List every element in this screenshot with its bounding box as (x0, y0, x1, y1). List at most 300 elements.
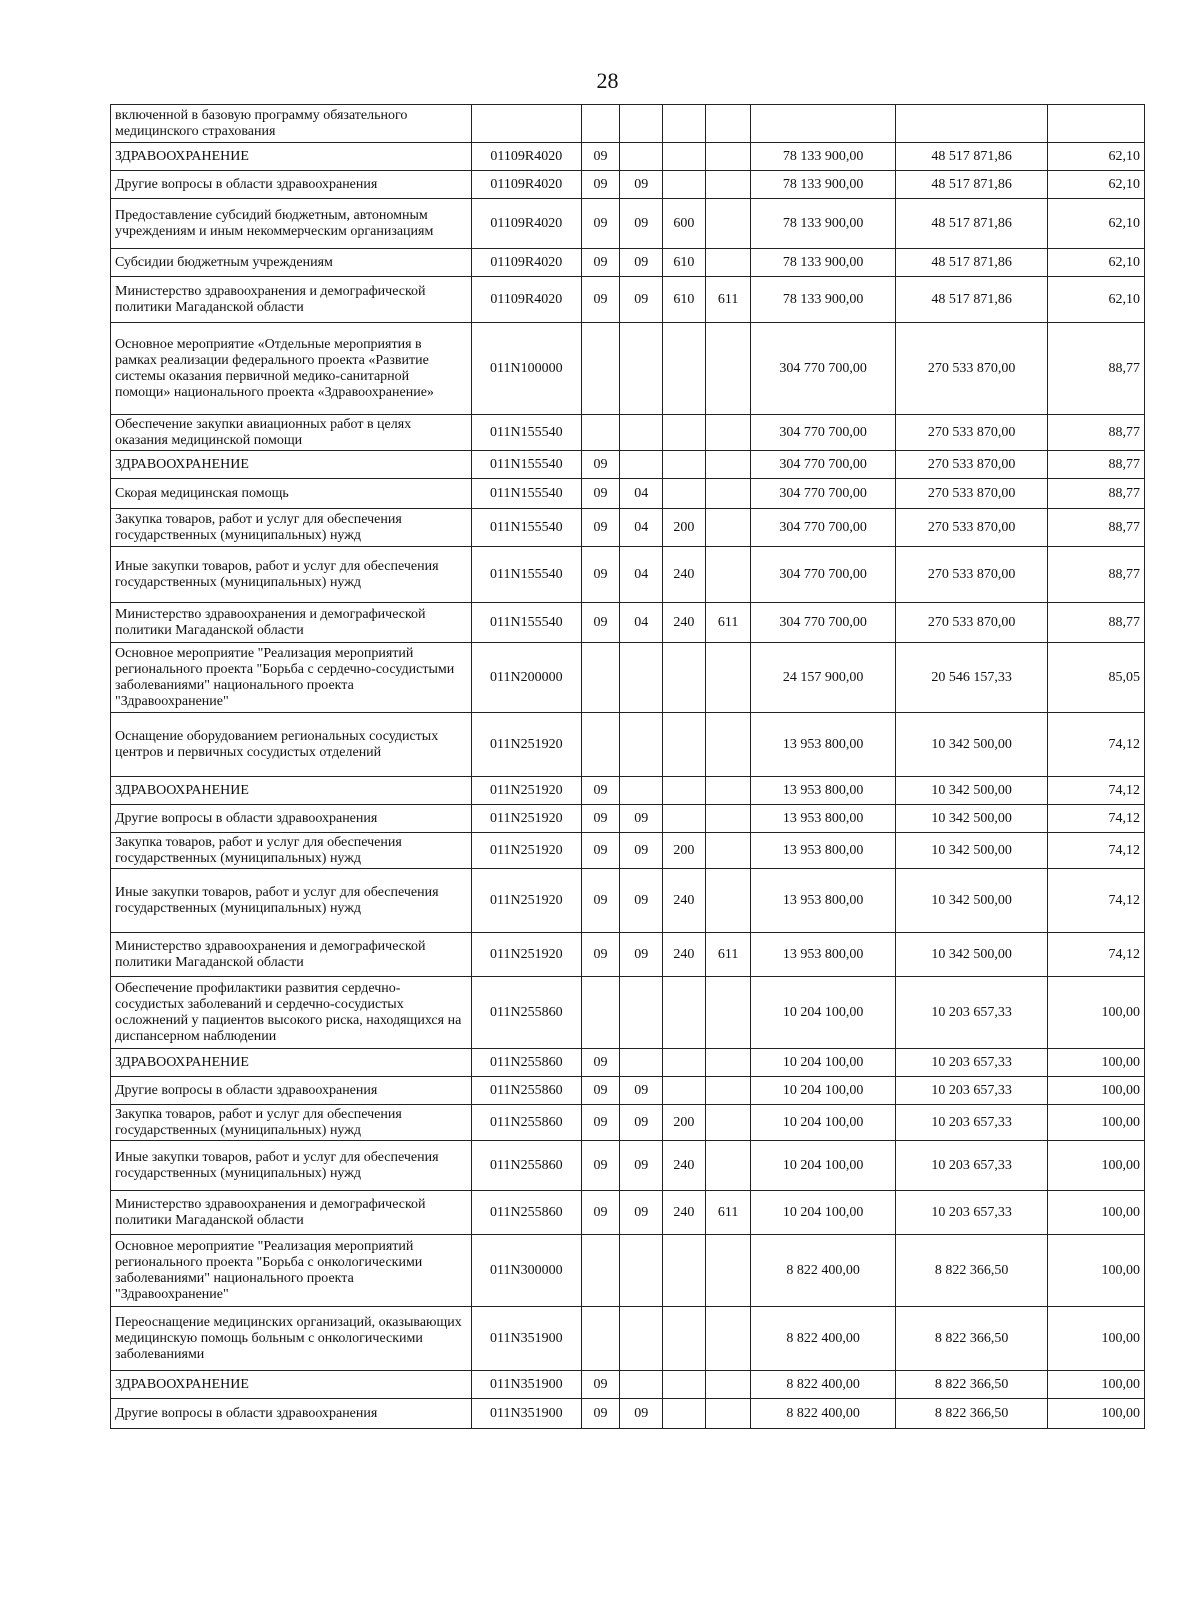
section-code: 09 (581, 547, 620, 603)
section-code: 09 (581, 1105, 620, 1141)
actual-amount: 10 203 657,33 (895, 1049, 1048, 1077)
plan-amount: 78 133 900,00 (751, 199, 895, 249)
ministry-code: 611 (705, 1191, 751, 1235)
ministry-code (705, 199, 751, 249)
expense-type-code (663, 105, 706, 143)
budget-code: 011N100000 (471, 323, 581, 415)
ministry-code (705, 1307, 751, 1371)
expense-type-code (663, 143, 706, 171)
execution-percent: 74,12 (1048, 833, 1145, 869)
ministry-code (705, 1105, 751, 1141)
ministry-code: 611 (705, 933, 751, 977)
expense-type-code: 600 (663, 199, 706, 249)
execution-percent: 62,10 (1048, 143, 1145, 171)
budget-code: 011N155540 (471, 547, 581, 603)
expense-type-code (663, 805, 706, 833)
plan-amount: 13 953 800,00 (751, 933, 895, 977)
section-code: 09 (581, 171, 620, 199)
budget-code (471, 105, 581, 143)
execution-percent: 88,77 (1048, 479, 1145, 509)
budget-code: 011N251920 (471, 805, 581, 833)
budget-code: 011N200000 (471, 643, 581, 713)
budget-code: 011N155540 (471, 509, 581, 547)
section-code: 09 (581, 199, 620, 249)
budget-code: 011N255860 (471, 1191, 581, 1235)
section-code: 09 (581, 143, 620, 171)
plan-amount: 10 204 100,00 (751, 1077, 895, 1105)
budget-code: 011N251920 (471, 713, 581, 777)
plan-amount: 8 822 400,00 (751, 1307, 895, 1371)
execution-percent: 62,10 (1048, 249, 1145, 277)
ministry-code (705, 415, 751, 451)
section-code (581, 1307, 620, 1371)
budget-code: 011N255860 (471, 1049, 581, 1077)
section-code (581, 643, 620, 713)
budget-code: 011N351900 (471, 1307, 581, 1371)
plan-amount: 10 204 100,00 (751, 1141, 895, 1191)
row-name: Основное мероприятие "Реализация мероприятий регионального проекта "Борьба с сердечно-сосудистыми заболеваниями" национального проекта "Здравоохранение" (111, 643, 472, 713)
section-code (581, 713, 620, 777)
plan-amount: 13 953 800,00 (751, 777, 895, 805)
row-name: Оснащение оборудованием региональных сосудистых центров и первичных сосудистых отделений (111, 713, 472, 777)
row-name: ЗДРАВООХРАНЕНИЕ (111, 143, 472, 171)
actual-amount: 8 822 366,50 (895, 1235, 1048, 1307)
actual-amount: 10 342 500,00 (895, 713, 1048, 777)
budget-code: 011N155540 (471, 479, 581, 509)
section-code: 09 (581, 479, 620, 509)
row-name: Скорая медицинская помощь (111, 479, 472, 509)
ministry-code (705, 1077, 751, 1105)
section-code (581, 415, 620, 451)
execution-percent: 88,77 (1048, 509, 1145, 547)
subsection-code (620, 451, 663, 479)
execution-percent: 100,00 (1048, 1371, 1145, 1399)
expense-type-code (663, 451, 706, 479)
budget-code: 011N255860 (471, 1077, 581, 1105)
subsection-code (620, 777, 663, 805)
row-name: Субсидии бюджетным учреждениям (111, 249, 472, 277)
subsection-code: 09 (620, 833, 663, 869)
ministry-code (705, 1235, 751, 1307)
plan-amount: 8 822 400,00 (751, 1399, 895, 1429)
table-row (111, 277, 1145, 323)
subsection-code (620, 105, 663, 143)
ministry-code (705, 451, 751, 479)
subsection-code (620, 143, 663, 171)
table-row (111, 509, 1145, 547)
expense-type-code (663, 323, 706, 415)
row-name: ЗДРАВООХРАНЕНИЕ (111, 1371, 472, 1399)
execution-percent: 85,05 (1048, 643, 1145, 713)
subsection-code: 09 (620, 1141, 663, 1191)
actual-amount: 10 342 500,00 (895, 805, 1048, 833)
ministry-code: 611 (705, 277, 751, 323)
expense-type-code (663, 1371, 706, 1399)
table-row (111, 547, 1145, 603)
subsection-code (620, 323, 663, 415)
subsection-code: 09 (620, 805, 663, 833)
section-code: 09 (581, 933, 620, 977)
budget-code: 011N351900 (471, 1399, 581, 1429)
subsection-code (620, 1371, 663, 1399)
section-code: 09 (581, 1399, 620, 1429)
table-row (111, 323, 1145, 415)
ministry-code (705, 869, 751, 933)
expense-type-code (663, 977, 706, 1049)
section-code: 09 (581, 869, 620, 933)
plan-amount: 24 157 900,00 (751, 643, 895, 713)
budget-code: 011N255860 (471, 1141, 581, 1191)
subsection-code: 09 (620, 171, 663, 199)
execution-percent: 74,12 (1048, 933, 1145, 977)
execution-percent: 100,00 (1048, 1105, 1145, 1141)
actual-amount: 270 533 870,00 (895, 547, 1048, 603)
execution-percent: 88,77 (1048, 547, 1145, 603)
execution-percent: 100,00 (1048, 1141, 1145, 1191)
row-name: Министерство здравоохранения и демографической политики Магаданской области (111, 277, 472, 323)
table-row (111, 1307, 1145, 1371)
section-code: 09 (581, 509, 620, 547)
ministry-code (705, 249, 751, 277)
table-row (111, 415, 1145, 451)
table-row (111, 1399, 1145, 1429)
expense-type-code (663, 1049, 706, 1077)
actual-amount: 20 546 157,33 (895, 643, 1048, 713)
plan-amount: 10 204 100,00 (751, 977, 895, 1049)
plan-amount: 78 133 900,00 (751, 249, 895, 277)
actual-amount: 8 822 366,50 (895, 1307, 1048, 1371)
ministry-code: 611 (705, 603, 751, 643)
actual-amount: 270 533 870,00 (895, 451, 1048, 479)
budget-code: 011N251920 (471, 777, 581, 805)
table-row (111, 1105, 1145, 1141)
expense-type-code: 240 (663, 547, 706, 603)
ministry-code (705, 509, 751, 547)
row-name: Основное мероприятие "Реализация мероприятий регионального проекта "Борьба с онкологическими заболеваниями" национального проекта "Здравоохранение" (111, 1235, 472, 1307)
actual-amount: 48 517 871,86 (895, 199, 1048, 249)
execution-percent: 100,00 (1048, 1399, 1145, 1429)
row-name: включенной в базовую программу обязательного медицинского страхования (111, 105, 472, 143)
ministry-code (705, 805, 751, 833)
table-row (111, 451, 1145, 479)
execution-percent: 100,00 (1048, 1191, 1145, 1235)
plan-amount: 78 133 900,00 (751, 143, 895, 171)
actual-amount: 270 533 870,00 (895, 323, 1048, 415)
subsection-code (620, 1235, 663, 1307)
execution-percent: 100,00 (1048, 1077, 1145, 1105)
section-code: 09 (581, 805, 620, 833)
budget-code: 011N155540 (471, 415, 581, 451)
plan-amount: 304 770 700,00 (751, 415, 895, 451)
ministry-code (705, 977, 751, 1049)
subsection-code: 09 (620, 1399, 663, 1429)
row-name: Министерство здравоохранения и демографической политики Магаданской области (111, 1191, 472, 1235)
expense-type-code: 610 (663, 249, 706, 277)
actual-amount: 10 342 500,00 (895, 833, 1048, 869)
section-code: 09 (581, 1049, 620, 1077)
execution-percent: 74,12 (1048, 777, 1145, 805)
section-code: 09 (581, 1191, 620, 1235)
execution-percent: 100,00 (1048, 1307, 1145, 1371)
expense-type-code (663, 1235, 706, 1307)
subsection-code (620, 1307, 663, 1371)
execution-percent (1048, 105, 1145, 143)
actual-amount (895, 105, 1048, 143)
plan-amount: 304 770 700,00 (751, 509, 895, 547)
section-code (581, 323, 620, 415)
plan-amount (751, 105, 895, 143)
ministry-code (705, 777, 751, 805)
section-code: 09 (581, 1077, 620, 1105)
ministry-code (705, 713, 751, 777)
subsection-code (620, 977, 663, 1049)
execution-percent: 100,00 (1048, 977, 1145, 1049)
subsection-code: 09 (620, 1191, 663, 1235)
table-row (111, 869, 1145, 933)
table-row (111, 199, 1145, 249)
actual-amount: 10 203 657,33 (895, 1191, 1048, 1235)
row-name: Обеспечение закупки авиационных работ в целях оказания медицинской помощи (111, 415, 472, 451)
budget-code: 01109R4020 (471, 249, 581, 277)
subsection-code (620, 643, 663, 713)
row-name: Закупка товаров, работ и услуг для обеспечения государственных (муниципальных) нужд (111, 1105, 472, 1141)
execution-percent: 62,10 (1048, 171, 1145, 199)
table-body (111, 105, 1145, 1429)
budget-code: 011N251920 (471, 869, 581, 933)
execution-percent: 62,10 (1048, 277, 1145, 323)
expense-type-code (663, 1307, 706, 1371)
actual-amount: 10 342 500,00 (895, 869, 1048, 933)
table-row (111, 1077, 1145, 1105)
plan-amount: 78 133 900,00 (751, 171, 895, 199)
budget-code: 011N251920 (471, 933, 581, 977)
expense-type-code (663, 713, 706, 777)
plan-amount: 13 953 800,00 (751, 805, 895, 833)
row-name: ЗДРАВООХРАНЕНИЕ (111, 1049, 472, 1077)
table-row (111, 1235, 1145, 1307)
expense-type-code (663, 777, 706, 805)
actual-amount: 10 203 657,33 (895, 1077, 1048, 1105)
execution-percent: 100,00 (1048, 1049, 1145, 1077)
section-code: 09 (581, 249, 620, 277)
plan-amount: 304 770 700,00 (751, 603, 895, 643)
plan-amount: 304 770 700,00 (751, 479, 895, 509)
expense-type-code: 240 (663, 1191, 706, 1235)
ministry-code (705, 1371, 751, 1399)
row-name: Иные закупки товаров, работ и услуг для обеспечения государственных (муниципальных) нужд (111, 869, 472, 933)
section-code: 09 (581, 451, 620, 479)
subsection-code: 09 (620, 1077, 663, 1105)
plan-amount: 13 953 800,00 (751, 833, 895, 869)
row-name: Министерство здравоохранения и демографической политики Магаданской области (111, 603, 472, 643)
execution-percent: 88,77 (1048, 451, 1145, 479)
table-row (111, 833, 1145, 869)
section-code (581, 105, 620, 143)
row-name: Министерство здравоохранения и демографической политики Магаданской области (111, 933, 472, 977)
section-code: 09 (581, 833, 620, 869)
expense-type-code (663, 479, 706, 509)
expense-type-code (663, 1399, 706, 1429)
subsection-code (620, 713, 663, 777)
actual-amount: 10 342 500,00 (895, 777, 1048, 805)
section-code (581, 977, 620, 1049)
execution-percent: 74,12 (1048, 869, 1145, 933)
row-name: Иные закупки товаров, работ и услуг для обеспечения государственных (муниципальных) нужд (111, 1141, 472, 1191)
table-row (111, 171, 1145, 199)
row-name: ЗДРАВООХРАНЕНИЕ (111, 451, 472, 479)
plan-amount: 10 204 100,00 (751, 1049, 895, 1077)
table-row (111, 1049, 1145, 1077)
ministry-code (705, 643, 751, 713)
subsection-code: 09 (620, 933, 663, 977)
plan-amount: 304 770 700,00 (751, 323, 895, 415)
plan-amount: 304 770 700,00 (751, 451, 895, 479)
ministry-code (705, 105, 751, 143)
ministry-code (705, 479, 751, 509)
actual-amount: 10 203 657,33 (895, 1105, 1048, 1141)
execution-percent: 100,00 (1048, 1235, 1145, 1307)
ministry-code (705, 833, 751, 869)
actual-amount: 10 342 500,00 (895, 933, 1048, 977)
row-name: Предоставление субсидий бюджетным, автономным учреждениям и иным некоммерческим организациям (111, 199, 472, 249)
execution-percent: 88,77 (1048, 603, 1145, 643)
budget-code: 011N255860 (471, 1105, 581, 1141)
subsection-code: 09 (620, 869, 663, 933)
subsection-code (620, 415, 663, 451)
row-name: Обеспечение профилактики развития сердечно-сосудистых заболеваний и сердечно-сосудистых осложнений у пациентов высокого риска, находящихся на диспансерном наблюдении (111, 977, 472, 1049)
row-name: Закупка товаров, работ и услуг для обеспечения государственных (муниципальных) нужд (111, 509, 472, 547)
budget-code: 01109R4020 (471, 171, 581, 199)
row-name: Основное мероприятие «Отдельные мероприятия в рамках реализации федерального проекта «Развитие системы оказания первичной медико-санитарной помощи» национального проекта «Здравоохранение» (111, 323, 472, 415)
plan-amount: 78 133 900,00 (751, 277, 895, 323)
actual-amount: 8 822 366,50 (895, 1399, 1048, 1429)
execution-percent: 74,12 (1048, 805, 1145, 833)
table-row (111, 105, 1145, 143)
expense-type-code: 240 (663, 603, 706, 643)
ministry-code (705, 171, 751, 199)
actual-amount: 10 203 657,33 (895, 977, 1048, 1049)
table-row (111, 249, 1145, 277)
actual-amount: 48 517 871,86 (895, 277, 1048, 323)
row-name: Другие вопросы в области здравоохранения (111, 1077, 472, 1105)
page-number: 28 (596, 68, 619, 93)
section-code: 09 (581, 1371, 620, 1399)
budget-code: 01109R4020 (471, 277, 581, 323)
table-row (111, 805, 1145, 833)
ministry-code (705, 143, 751, 171)
row-name: ЗДРАВООХРАНЕНИЕ (111, 777, 472, 805)
budget-code: 01109R4020 (471, 199, 581, 249)
actual-amount: 48 517 871,86 (895, 143, 1048, 171)
expense-type-code (663, 415, 706, 451)
subsection-code: 04 (620, 479, 663, 509)
actual-amount: 270 533 870,00 (895, 415, 1048, 451)
section-code (581, 1235, 620, 1307)
ministry-code (705, 1141, 751, 1191)
execution-percent: 62,10 (1048, 199, 1145, 249)
actual-amount: 270 533 870,00 (895, 509, 1048, 547)
budget-code: 011N155540 (471, 603, 581, 643)
subsection-code: 04 (620, 603, 663, 643)
table-row (111, 143, 1145, 171)
plan-amount: 10 204 100,00 (751, 1105, 895, 1141)
expense-type-code: 240 (663, 1141, 706, 1191)
table-row (111, 713, 1145, 777)
budget-code: 01109R4020 (471, 143, 581, 171)
ministry-code (705, 1049, 751, 1077)
execution-percent: 88,77 (1048, 323, 1145, 415)
actual-amount: 270 533 870,00 (895, 603, 1048, 643)
actual-amount: 8 822 366,50 (895, 1371, 1048, 1399)
expense-type-code: 200 (663, 509, 706, 547)
row-name: Другие вопросы в области здравоохранения (111, 1399, 472, 1429)
actual-amount: 270 533 870,00 (895, 479, 1048, 509)
table-row (111, 777, 1145, 805)
table-row (111, 977, 1145, 1049)
row-name: Другие вопросы в области здравоохранения (111, 171, 472, 199)
ministry-code (705, 1399, 751, 1429)
expense-type-code: 200 (663, 833, 706, 869)
table-row (111, 603, 1145, 643)
actual-amount: 48 517 871,86 (895, 171, 1048, 199)
actual-amount: 10 203 657,33 (895, 1141, 1048, 1191)
budget-code: 011N351900 (471, 1371, 581, 1399)
table-row (111, 1141, 1145, 1191)
table-row (111, 479, 1145, 509)
row-name: Переоснащение медицинских организаций, оказывающих медицинскую помощь больным с онкологическими заболеваниями (111, 1307, 472, 1371)
section-code: 09 (581, 777, 620, 805)
subsection-code: 09 (620, 249, 663, 277)
expense-type-code (663, 643, 706, 713)
subsection-code: 04 (620, 547, 663, 603)
subsection-code (620, 1049, 663, 1077)
plan-amount: 10 204 100,00 (751, 1191, 895, 1235)
plan-amount: 13 953 800,00 (751, 869, 895, 933)
section-code: 09 (581, 277, 620, 323)
expense-type-code: 200 (663, 1105, 706, 1141)
row-name: Закупка товаров, работ и услуг для обеспечения государственных (муниципальных) нужд (111, 833, 472, 869)
execution-percent: 74,12 (1048, 713, 1145, 777)
ministry-code (705, 323, 751, 415)
expense-type-code (663, 171, 706, 199)
expense-type-code: 240 (663, 933, 706, 977)
budget-code: 011N251920 (471, 833, 581, 869)
budget-code: 011N155540 (471, 451, 581, 479)
row-name: Иные закупки товаров, работ и услуг для обеспечения государственных (муниципальных) нужд (111, 547, 472, 603)
execution-percent: 88,77 (1048, 415, 1145, 451)
plan-amount: 13 953 800,00 (751, 713, 895, 777)
ministry-code (705, 547, 751, 603)
subsection-code: 09 (620, 1105, 663, 1141)
subsection-code: 09 (620, 277, 663, 323)
table-row (111, 933, 1145, 977)
section-code: 09 (581, 603, 620, 643)
expense-type-code: 240 (663, 869, 706, 933)
plan-amount: 8 822 400,00 (751, 1235, 895, 1307)
subsection-code: 09 (620, 199, 663, 249)
row-name: Другие вопросы в области здравоохранения (111, 805, 472, 833)
budget-code: 011N255860 (471, 977, 581, 1049)
expense-type-code: 610 (663, 277, 706, 323)
plan-amount: 304 770 700,00 (751, 547, 895, 603)
table-row (111, 1371, 1145, 1399)
expense-type-code (663, 1077, 706, 1105)
actual-amount: 48 517 871,86 (895, 249, 1048, 277)
budget-table (110, 104, 1145, 1429)
budget-code: 011N300000 (471, 1235, 581, 1307)
subsection-code: 04 (620, 509, 663, 547)
table-row (111, 643, 1145, 713)
